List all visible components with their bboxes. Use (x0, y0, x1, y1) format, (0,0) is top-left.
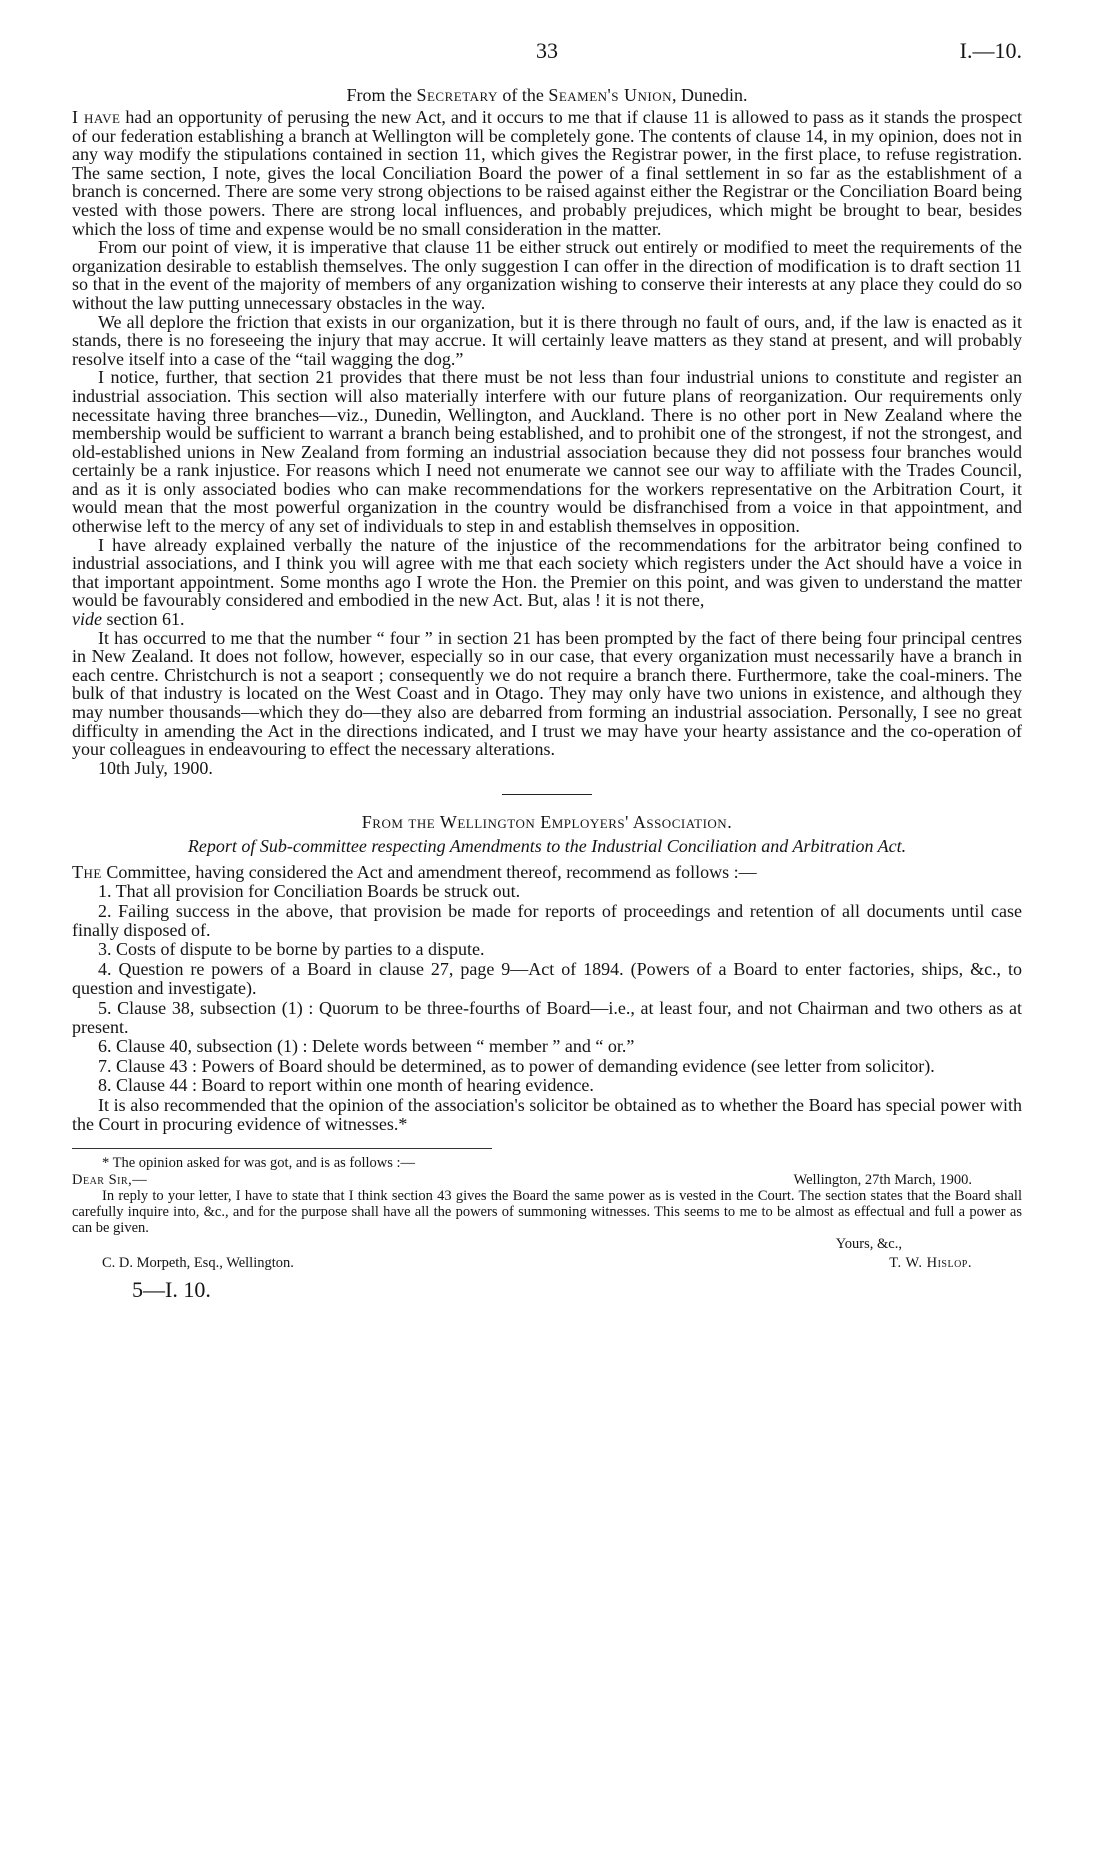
paragraph-3: We all deplore the friction that exists in our organization, but it is there through no fault of ours, and, if the law is enacted as it stands, there is no foreseeing the injury that may accrue. It will certainly leave matters as they stand at present, and will probably resolve itself into a case of the “tail wagging the dog.” (72, 311, 1022, 369)
letter-date: 10th July, 1900. (98, 757, 213, 778)
footnote-letter-head (72, 1172, 1022, 1188)
section-divider (502, 794, 592, 795)
footnote-signature: T. W. Hislop. (889, 1254, 972, 1271)
recommendation-item: 6. Clause 40, subsection (1) : Delete words between “ member ” and “ or.” (98, 1036, 635, 1057)
footnote-intro: * The opinion asked for was got, and is as follows :— (102, 1155, 416, 1172)
recommendation-item: 1. That all provision for Conciliation Boards be struck out. (98, 881, 521, 902)
section-title-employers-association: From the Wellington Employers' Association. (361, 811, 733, 832)
report-subtitle: Report of Sub-committee respecting Amendments to the Industrial Conciliation and Arbitration Act. (187, 835, 907, 856)
paragraph-1: I have had an opportunity of perusing the new Act, and it occurs to me that if clause 11 is allowed to pass as it stands the prospect of our federation establishing a branch at Wellington will be completely gone. The contents of clause 14, in my opinion, does not in any way modify the stipulations contained in section 11, which gives the Registrar power, in the first place, to refuse registration. The same section, I note, gives the local Conciliation Board the power of a final settlement in so far as the establishment of a branch is concerned. There are some very strong objections to be raised against either the Registrar or the Conciliation Board being vested with those powers. There are strong local influences, and probably prejudices, which might be brought to bear, besides which the loss of time and expense would be no small consideration in the matter. (72, 107, 1022, 239)
sheet-signature-mark: 5—I. 10. (132, 1276, 211, 1302)
page-number: 33 (536, 38, 558, 63)
recommendations-intro: The Committee, having considered the Act and amendment thereof, recommend as follows :— (72, 861, 757, 882)
recommendation-item: 3. Costs of dispute to be borne by parties to a dispute. (98, 939, 485, 960)
footnote-closing: Yours, &c., (835, 1236, 902, 1253)
paragraph-6: It has occurred to me that the number “ four ” in section 21 has been prompted by the fact of there being four principal centres in New Zealand. It does not follow, however, especially so in our case, that every organization must necessarily have a branch in each centre. Christchurch is not a seaport ; consequently we do not require a branch there. Furthermore, take the coal-miners. The bulk of that industry is located on the West Coast and in Otago. They may only have two unions in existence, and although they may number thousands—which they do—they also are debarred from forming an industrial association. Personally, I see no great difficulty in amending the Act in the directions indicated, and I trust we may have your hearty assistance and the co-operation of your colleagues in endeavouring to effect the necessary alterations. (72, 627, 1022, 760)
footnote-salutation: Dear Sir,— (72, 1171, 148, 1188)
footnote-rule (72, 1148, 492, 1149)
recommendation-item: 2. Failing success in the above, that provision be made for reports of proceedings and retention of all documents until case finally disposed of. (72, 900, 1022, 940)
document-reference: I.—10. (959, 38, 1022, 63)
document-page (72, 28, 1022, 1838)
recommendations-list (72, 882, 1022, 1134)
recommendation-closing: It is also recommended that the opinion of the association's solicitor be obtained as to whether the Board has special power with the Court in procuring evidence of witnesses.* (72, 1094, 1022, 1135)
recommendation-item: 4. Question re powers of a Board in clause 27, page 9—Act of 1894. (Powers of a Board to enter factories, ships, &c., to question and investigate). (72, 958, 1022, 999)
paragraph-5: I have already explained verbally the nature of the injustice of the recommendations for the arbitrator being confined to industrial associations, and I think you will agree with me that each society which registers under the Act should have a voice in that important appointment. Some months ago I wrote the Hon. the Premier on this point, and was given to understand the matter would be favourably considered and embodied in the new Act. But, alas ! it is not there, vide section 61. (72, 534, 1022, 630)
footnote-sign-row (72, 1255, 1022, 1271)
footnote (72, 1155, 1022, 1270)
footnote-place-date: Wellington, 27th March, 1900. (793, 1171, 972, 1188)
recommendation-item: 8. Clause 44 : Board to report within one month of hearing evidence. (98, 1075, 594, 1096)
paragraph-4: I notice, further, that section 21 provides that there must be not less than four industrial unions to constitute and register an industrial association. This section will also materially interfere with our future plans of reorganization. Our requirements only necessitate having three branches—viz., Dunedin, Wellington, and Auckland. There is no other port in New Zealand where the membership would be sufficient to warrant a branch being established, and to prohibit one of the strongest, if not the strongest, and old-established unions in New Zealand from forming an industrial association because they did not possess four branches would certainly be a rank injustice. For reasons which I need not enumerate we cannot see our way to affiliate with the Trades Council, and as it is only associated bodies who can make recommendations for the workers representative on the Arbitration Court, it would mean that the most powerful organization in the country would be disfranchised from a voice in that appointment, and otherwise left to the mercy of any set of individuals to step in and establish themselves in opposition. (72, 367, 1022, 537)
footnote-body: In reply to your letter, I have to state that I think section 43 gives the Board the same power as is vested in the Court. The section states that the Board shall carefully inquire into, &c., and for the purpose shall have all the powers of summoning witnesses. This seems to me to be almost as effectual and full a power as can be given. (72, 1187, 1022, 1237)
recommendation-item: 5. Clause 38, subsection (1) : Quorum to be three-fourths of Board—i.e., at least four, and not Chairman and two others as at present. (72, 997, 1022, 1038)
section-title-seamens-union: From the Secretary of the Seamen's Union, Dunedin. (346, 85, 748, 105)
page-header (72, 28, 1022, 74)
footnote-addressee: C. D. Morpeth, Esq., Wellington. (102, 1254, 294, 1271)
recommendation-item: 7. Clause 43 : Powers of Board should be determined, as to power of demanding evidence (see letter from solicitor). (98, 1055, 935, 1076)
paragraph-2: From our point of view, it is imperative that clause 11 be either struck out entirely or modified to meet the requirements of the organization desirable to establish themselves. The only suggestion I can offer in the direction of modification is to draft section 11 so that in the event of the majority of members of any organization wishing to conserve their interests at any place they could do so without the law putting unnecessary obstacles in the way. (72, 237, 1022, 313)
